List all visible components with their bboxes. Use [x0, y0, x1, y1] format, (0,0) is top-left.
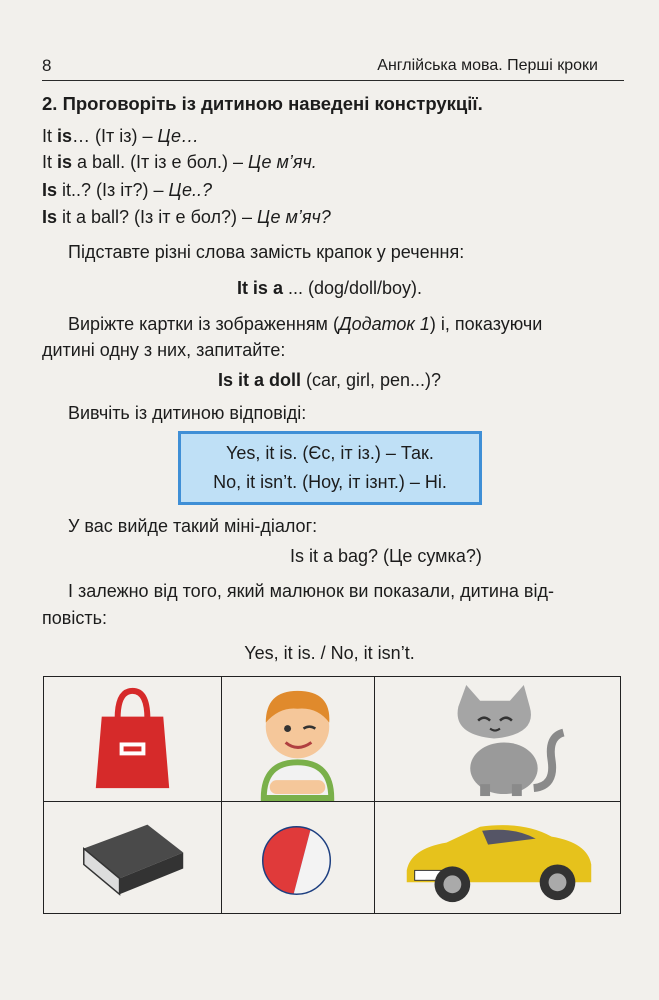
answer-yes: Yes, it is. (Єс, іт із.) – Так.: [226, 443, 434, 463]
instruction-response: І залежно від того, який малюнок ви показали, дитина від-: [68, 581, 554, 601]
instruction-response-cont: повість:: [42, 608, 107, 628]
example-line-1: It is… (Іт із) – Це…: [42, 126, 200, 146]
instruction-answers: Вивчіть із дитиною відповіді:: [68, 403, 307, 423]
answers-box: [178, 431, 482, 505]
pattern-is-it: Is it a doll (car, girl, pen...)?: [217, 370, 442, 390]
picture-card-ball: [222, 802, 375, 913]
page-header: [42, 54, 624, 81]
ball-icon: [222, 802, 374, 913]
exercise-title: 2. Проговоріть із дитиною наведені конструкції.: [42, 93, 483, 114]
bag-icon: [44, 677, 221, 801]
dialog-answer: Yes, it is. / No, it isn’t.: [244, 643, 415, 663]
example-line-2: It is a ball. (Іт із е бол.) – Це м’яч.: [42, 152, 317, 172]
picture-card-book: [44, 802, 222, 913]
picture-card-bag: [44, 677, 222, 802]
example-line-3: Is it..? (Із іт?) – Це..?: [42, 180, 213, 200]
boy-icon: [222, 677, 374, 801]
picture-card-car: [375, 802, 620, 913]
example-line-4: Is it a ball? (Із іт е бол?) – Це м’яч?: [42, 207, 331, 227]
instruction-cut-cards-cont: дитині одну з них, запитайте:: [42, 340, 286, 360]
pattern-it-is: It is a ... (dog/doll/boy).: [236, 278, 423, 298]
dialog-question: Is it a bag? (Це сумка?): [290, 546, 482, 566]
picture-card-boy: [222, 677, 375, 802]
instruction-substitute: Підставте різні слова замість крапок у речення:: [68, 242, 465, 262]
cat-icon: [375, 677, 620, 801]
page-number: 8: [42, 56, 52, 75]
picture-card-cat: [375, 677, 620, 802]
answer-no: No, it isn’t. (Ноу, іт ізнт.) – Ні.: [213, 472, 447, 492]
instruction-mini-dialog: У вас вийде такий міні-діалог:: [68, 516, 318, 536]
running-title: Англійська мова. Перші кроки: [377, 57, 598, 74]
picture-grid: [43, 676, 621, 914]
car-icon: [375, 802, 620, 913]
instruction-cut-cards: Виріжте картки із зображенням (Додаток 1) і, показуючи: [68, 314, 543, 334]
book-icon: [44, 802, 221, 913]
